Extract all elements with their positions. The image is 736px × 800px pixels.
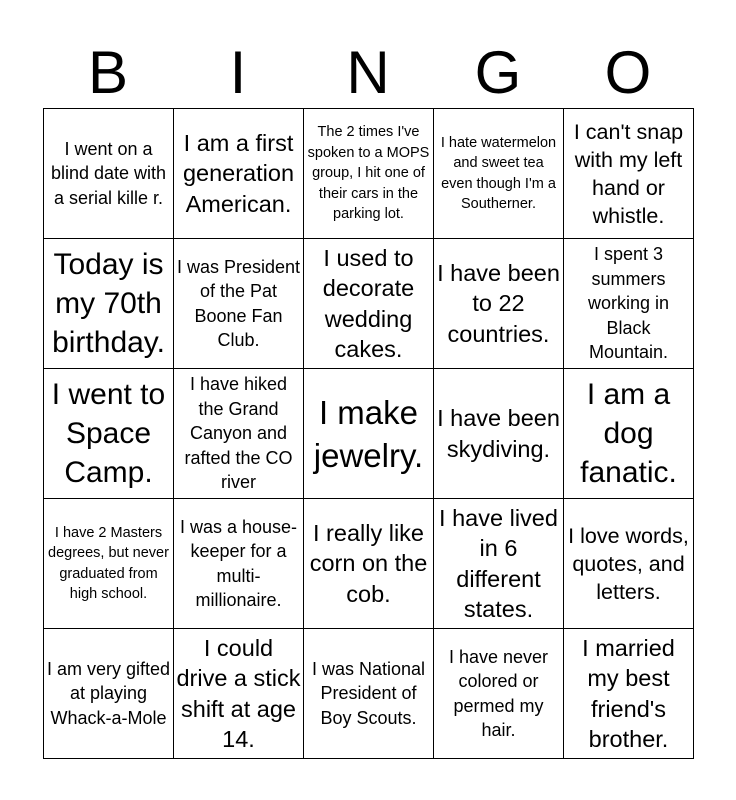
bingo-cell[interactable] bbox=[564, 239, 694, 369]
cell-text: I married my best friend's brother. bbox=[582, 634, 675, 752]
bingo-cell[interactable] bbox=[174, 629, 304, 759]
cell-text: I have 2 Masters degrees, but never graduated from high school. bbox=[48, 524, 169, 602]
header-letter-i: I bbox=[229, 39, 247, 106]
bingo-cell[interactable] bbox=[434, 369, 564, 499]
cell-text: I have never colored or permed my hair. bbox=[448, 646, 549, 740]
header-letter-b: B bbox=[87, 39, 129, 106]
bingo-cell[interactable] bbox=[44, 109, 174, 239]
cell-text: I have been to 22 countries. bbox=[437, 259, 560, 347]
cell-text: I have lived in 6 different states. bbox=[439, 504, 558, 622]
bingo-cell[interactable] bbox=[174, 499, 304, 629]
bingo-cell[interactable] bbox=[174, 369, 304, 499]
cell-text: I used to decorate wedding cakes. bbox=[322, 244, 415, 362]
cell-text: I love words, quotes, and letters. bbox=[568, 523, 689, 604]
bingo-header bbox=[43, 38, 693, 108]
bingo-cell[interactable] bbox=[174, 109, 304, 239]
cell-text: Today is my 70th birthday. bbox=[52, 248, 165, 359]
cell-text: I am a first generation American. bbox=[182, 129, 295, 217]
cell-text: I really like corn on the cob. bbox=[309, 519, 428, 607]
bingo-cell[interactable] bbox=[304, 369, 434, 499]
header-letter-g: G bbox=[474, 39, 522, 106]
cell-text: I spent 3 summers working in Black Mountain. bbox=[587, 244, 670, 363]
bingo-cell[interactable] bbox=[304, 499, 434, 629]
bingo-cell[interactable] bbox=[174, 239, 304, 369]
cell-text: I went on a blind date with a serial kille r. bbox=[50, 138, 167, 208]
bingo-cell[interactable] bbox=[564, 109, 694, 239]
bingo-cell[interactable] bbox=[44, 369, 174, 499]
cell-text: I was a house-keeper for a multi-millionaire. bbox=[179, 516, 298, 610]
cell-text: I am a dog fanatic. bbox=[580, 378, 677, 489]
cell-text: The 2 times I've spoken to a MOPS group, I hit one of their cars in the parking lot. bbox=[307, 124, 430, 223]
cell-text: I hate watermelon and sweet tea even though I'm a Southerner. bbox=[440, 134, 557, 212]
bingo-cell[interactable] bbox=[44, 499, 174, 629]
header-letter-n: N bbox=[346, 39, 390, 106]
cell-text: I was National President of Boy Scouts. bbox=[311, 658, 426, 728]
header-letter-o: O bbox=[604, 39, 652, 106]
bingo-cell[interactable] bbox=[434, 499, 564, 629]
bingo-cell[interactable] bbox=[434, 629, 564, 759]
bingo-cell[interactable] bbox=[564, 629, 694, 759]
bingo-cell[interactable] bbox=[304, 109, 434, 239]
cell-text: I have been skydiving. bbox=[437, 405, 560, 462]
cell-text: I make jewelry. bbox=[313, 393, 424, 474]
bingo-cell[interactable] bbox=[44, 239, 174, 369]
bingo-board bbox=[43, 108, 694, 759]
cell-text: I could drive a stick shift at age 14. bbox=[176, 634, 301, 752]
bingo-cell[interactable] bbox=[564, 369, 694, 499]
cell-text: I am very gifted at playing Whack-a-Mole bbox=[46, 658, 171, 728]
cell-text: I have hiked the Grand Canyon and rafted the CO river bbox=[184, 374, 293, 493]
cell-text: I was President of the Pat Boone Fan Club. bbox=[176, 256, 301, 350]
bingo-cell[interactable] bbox=[304, 629, 434, 759]
bingo-cell[interactable] bbox=[304, 239, 434, 369]
bingo-cell[interactable] bbox=[434, 239, 564, 369]
cell-text: I can't snap with my left hand or whistle. bbox=[573, 119, 684, 228]
bingo-cell[interactable] bbox=[44, 629, 174, 759]
cell-text: I went to Space Camp. bbox=[51, 378, 166, 489]
bingo-cell[interactable] bbox=[434, 109, 564, 239]
bingo-cell[interactable] bbox=[564, 499, 694, 629]
